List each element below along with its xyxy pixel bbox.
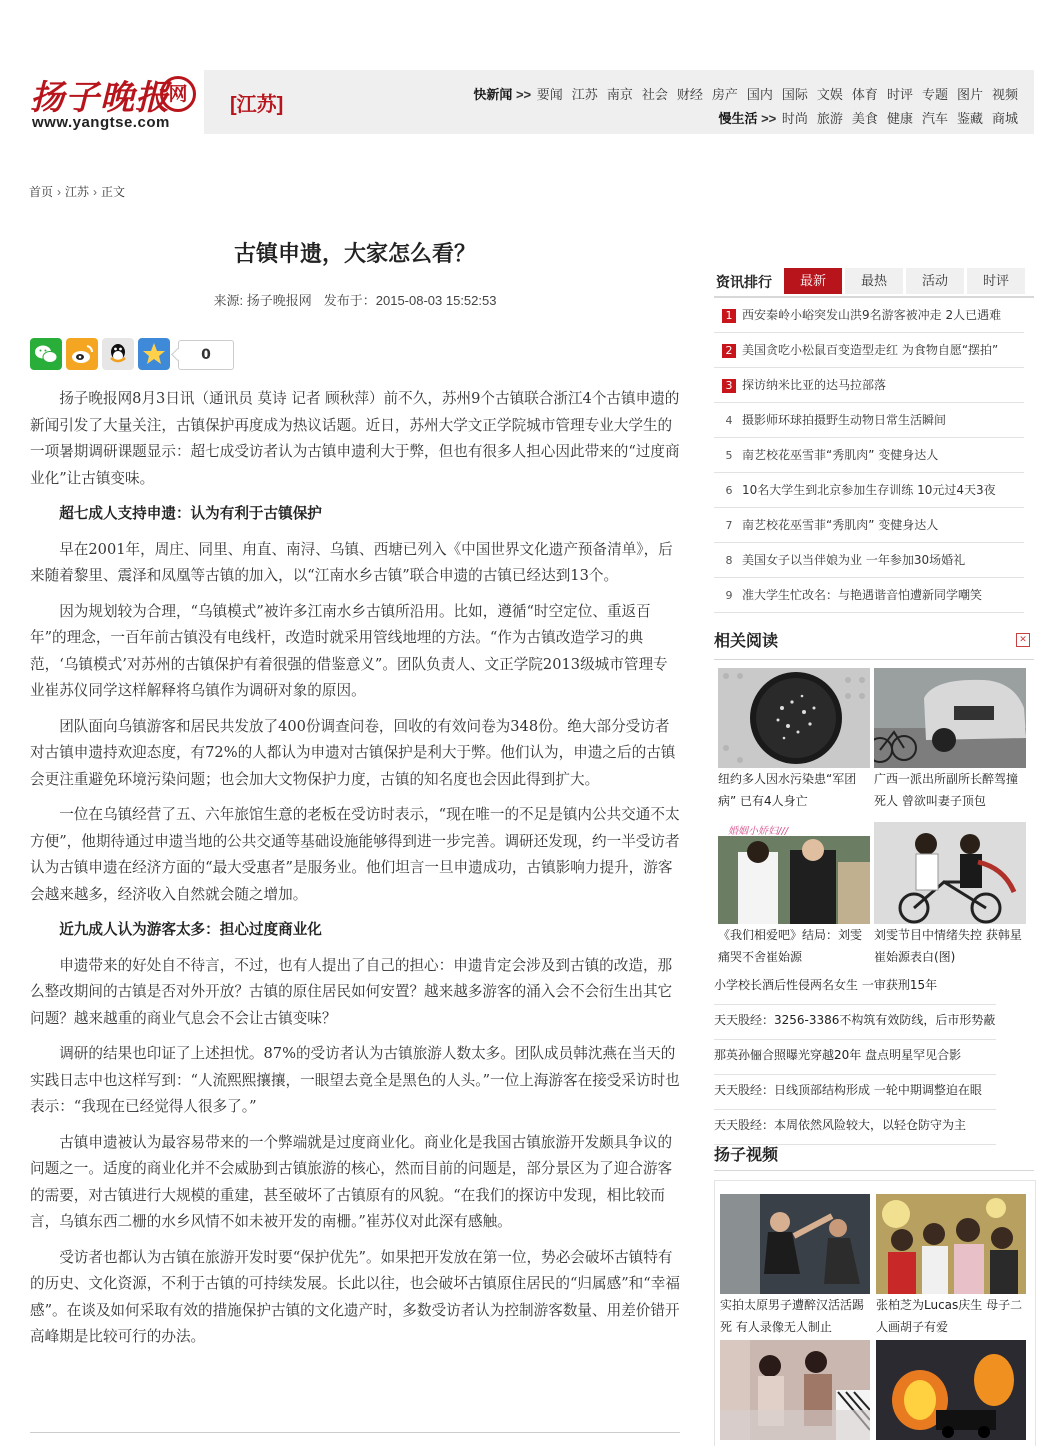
ranking-number: 5 — [725, 448, 733, 462]
ranking-number: 1 — [722, 309, 736, 323]
nav-item[interactable]: 房产 — [711, 87, 738, 102]
ranking-link[interactable]: 美国贪吃小松鼠百变造型走红 为食物自愿“摆拍” — [742, 343, 999, 357]
ranking-number: 2 — [722, 344, 736, 358]
breadcrumb-section[interactable]: 江苏 — [65, 185, 90, 199]
chevron-right-icon: › — [93, 185, 98, 199]
video-thumbnail[interactable] — [876, 1194, 1026, 1294]
site-header — [0, 68, 1044, 134]
ranking-number: 3 — [722, 379, 736, 393]
chevron-right-icon: › — [57, 185, 62, 199]
related-caption[interactable]: 纽约多人因水污染患“军团病” 已有4人身亡 — [718, 772, 857, 808]
top-nav — [204, 70, 1034, 134]
ranking-title: 资讯排行 — [716, 274, 772, 290]
ranking-link[interactable]: 美国女子以当伴娘为业 一年参加30场婚礼 — [742, 553, 966, 567]
ranking-item[interactable] — [714, 333, 1024, 368]
nav-item[interactable]: 要闻 — [536, 87, 563, 102]
nav-row-arrow: >> — [515, 87, 532, 102]
nav-item[interactable]: 南京 — [606, 87, 633, 102]
article-divider — [30, 1432, 680, 1433]
related-link[interactable]: 天天股经：3256-3386不构筑有效防线，后市形势蔽 — [714, 1005, 996, 1040]
related-link[interactable]: 天天股经：本周依然风险较大，以轻仓防守为主 — [714, 1110, 996, 1145]
article-paragraph: 调研的结果也印证了上述担忧。87%的受访者认为古镇旅游人数太多。团队成员韩沈燕在当天的实践日志中也这样写到：“人流熙熙攘攘，一眼望去竟全是黑色的人头。”一位上海游客在接受采访时也表示：“我现在已经觉得人很多了。” — [30, 1045, 680, 1115]
ranking-link[interactable]: 南艺校花巫雪菲“秀肌肉” 变健身达人 — [742, 518, 939, 532]
nav-item[interactable]: 社会 — [641, 87, 668, 102]
ranking-tabs — [784, 268, 1028, 294]
ranking-item[interactable] — [714, 473, 1024, 508]
article-paragraph: 早在2001年，周庄、同里、甪直、南浔、乌镇、西塘已列入《中国世界文化遗产预备清单》，后来随着黎里、震泽和凤凰等古镇的加入，以“江南水乡古镇”联合申遗的古镇已经达到13个。 — [30, 540, 673, 584]
related-caption[interactable]: 《我们相爱吧》结局：刘雯痛哭不舍崔始源 — [718, 928, 863, 964]
video-title: 扬子视频 — [714, 1145, 779, 1164]
related-link[interactable]: 那英孙俪合照曝光穿越20年 盘点明星罕见合影 — [714, 1040, 996, 1075]
related-divider — [714, 659, 1034, 660]
nav-item[interactable]: 美食 — [851, 111, 878, 126]
video-divider — [714, 1170, 1034, 1171]
article-published: 发布于：2015-08-03 15:52:53 — [323, 293, 497, 308]
ranking-link[interactable]: 10名大学生到北京参加生存训练 10元过4天3夜 — [742, 483, 996, 497]
article-source: 来源: 扬子晚报网 — [213, 293, 312, 308]
nav-item[interactable]: 鉴藏 — [956, 111, 983, 126]
region-label[interactable]: [江苏] — [230, 94, 284, 116]
more-icon[interactable]: ✕ — [1016, 633, 1030, 647]
ranking-link[interactable]: 准大学生忙改名：与艳遇谐音怕遭新同学嘲笑 — [742, 588, 983, 602]
video-caption[interactable]: 张柏芝为Lucas庆生 母子二人画胡子有爱 — [876, 1298, 1023, 1334]
article-paragraph: 申遗带来的好处自不待言，不过，也有人提出了自己的担心：申遗肯定会涉及到古镇的改造，那么整改期间的古镇是否对外开放？古镇的原住居民如何安置？越来越多游客的涌入会不会衍生出其它问题？越来越重的商业气息会不会让古镇变味？ — [30, 956, 673, 1027]
nav-item[interactable]: 商城 — [991, 111, 1018, 126]
nav-item[interactable]: 视频 — [991, 87, 1018, 102]
video-thumbnail[interactable] — [720, 1340, 870, 1440]
breadcrumb-current: 正文 — [101, 185, 126, 199]
related-link[interactable]: 天天股经：日线顶部结构形成 一轮中期调整迫在眼 — [714, 1075, 996, 1110]
related-photo[interactable] — [718, 668, 870, 768]
tab-latest[interactable]: 最新 — [784, 268, 842, 294]
weibo-share-icon[interactable] — [66, 338, 98, 370]
ranking-item[interactable] — [714, 543, 1024, 578]
article-meta — [30, 290, 680, 309]
logo-url: www.yangtse.com — [32, 114, 170, 131]
breadcrumb — [29, 183, 125, 200]
ranking-item[interactable] — [714, 298, 1024, 333]
wechat-share-icon[interactable] — [30, 338, 62, 370]
qzone-share-icon[interactable] — [138, 338, 170, 370]
nav-item[interactable]: 汽车 — [921, 111, 948, 126]
article-paragraph: 古镇申遗被认为最容易带来的一个弊端就是过度商业化。商业化是我国古镇旅游开发颇具争议的问题之一。适度的商业化并不会威胁到古镇旅游的核心，然而目前的问题是，部分景区为了迎合游客的需要，对古镇进行大规模的重建，甚至破坏了古镇原有的风貌。“在我们的探访中发现，相比较而言，乌镇东西二栅的水乡风情不如未被开发的南栅。”崔苏仪对此深有感触。 — [30, 1133, 673, 1230]
nav-item[interactable]: 国内 — [746, 87, 773, 102]
qq-share-icon[interactable] — [102, 338, 134, 370]
nav-item[interactable]: 文娱 — [816, 87, 843, 102]
article-subheading: 超七成人支持申遗：认为有利于古镇保护 — [59, 505, 322, 522]
nav-item[interactable]: 专题 — [921, 87, 948, 102]
logo-badge: 网 — [160, 76, 196, 112]
nav-row-life — [718, 108, 1018, 127]
nav-item[interactable]: 图片 — [956, 87, 983, 102]
tab-events[interactable]: 活动 — [906, 268, 964, 294]
nav-item[interactable]: 时尚 — [781, 111, 808, 126]
nav-item[interactable]: 时评 — [886, 87, 913, 102]
ranking-item[interactable] — [714, 578, 1024, 613]
ranking-number: 9 — [725, 588, 733, 602]
ranking-item[interactable] — [714, 403, 1024, 438]
photo-overlay-text: 婚姻小娇妇/// — [728, 826, 789, 837]
nav-item[interactable]: 江苏 — [571, 87, 598, 102]
ranking-list — [714, 298, 1024, 613]
article-paragraph: 团队面向乌镇游客和居民共发放了400份调查问卷，回收的有效问卷为348份。绝大部分受访者对古镇申遗持欢迎态度，有72%的人都认为申遗对古镇保护是利大于弊。他们认为，申遗之后的古镇会更注重避免环境污染问题；也会加大文物保护力度，古镇的知名度也会因此得到扩大。 — [30, 717, 676, 788]
nav-item[interactable]: 健康 — [886, 111, 913, 126]
video-thumbnail[interactable] — [876, 1340, 1026, 1440]
nav-row-key[interactable]: 快新闻 — [473, 87, 513, 102]
ranking-number: 7 — [725, 518, 733, 532]
ranking-number: 6 — [725, 483, 733, 497]
related-caption[interactable]: 广西一派出所副所长醉驾撞死人 曾欲叫妻子顶包 — [874, 772, 1019, 808]
article-paragraph: 一位在乌镇经营了五、六年旅馆生意的老板在受访时表示，“现在唯一的不足是镇内公共交通不太方便”，他期待通过申遗当地的公共交通等基础设施能够得到进一步完善。调研还发现，约一半受访者认为古镇申遗在经济方面的“最大受惠者”是服务业。他们坦言一旦申遗成功，古镇影响力提升，游客会越来越多，经济收入自然就会随之增加。 — [30, 806, 680, 903]
nav-item[interactable]: 旅游 — [816, 111, 843, 126]
share-count: 0 — [178, 340, 234, 370]
tab-commentary[interactable]: 时评 — [967, 268, 1025, 294]
related-photo[interactable] — [874, 822, 1026, 924]
nav-item[interactable]: 国际 — [781, 87, 808, 102]
related-list — [714, 970, 996, 1145]
nav-row-arrow: >> — [761, 111, 777, 126]
nav-row-news — [473, 84, 1018, 103]
tab-hottest[interactable]: 最热 — [845, 268, 903, 294]
related-photo[interactable] — [718, 822, 870, 924]
related-photo[interactable] — [874, 668, 1026, 768]
logo-text: 扬子晚报 — [30, 78, 170, 118]
article-subheading: 近九成人认为游客太多：担心过度商业化 — [59, 921, 322, 938]
related-caption[interactable]: 刘雯节目中情绪失控 获韩星崔始源表白(图) — [874, 928, 1022, 964]
ranking-number: 4 — [725, 413, 733, 427]
related-title: 相关阅读 — [714, 631, 779, 650]
ranking-link[interactable]: 摄影师环球拍摄野生动物日常生活瞬间 — [742, 413, 947, 427]
ranking-panel — [714, 268, 1034, 613]
nav-item[interactable]: 财经 — [676, 87, 703, 102]
ranking-link[interactable]: 南艺校花巫雪菲“秀肌肉” 变健身达人 — [742, 448, 939, 462]
ranking-item[interactable] — [714, 368, 1024, 403]
article-paragraph: 扬子晚报网8月3日讯（通讯员 莫诗 记者 顾秋萍）前不久，苏州9个古镇联合浙江4个古镇申遗的新闻引发了大量关注，古镇保护再度成为热议话题。近日，苏州大学文正学院城市管理专业大学生的一项暑期调研课题显示：超七成受访者认为古镇申遗利大于弊，但也有很多人担心因此带来的“过度商业化”让古镇变味。 — [30, 390, 680, 487]
video-caption[interactable]: 实拍太原男子遭醉汉活活踢死 有人录像无人制止 — [720, 1298, 865, 1334]
ranking-item[interactable] — [714, 438, 1024, 473]
article-paragraph: 因为规划较为合理，“乌镇模式”被许多江南水乡古镇所沿用。比如，遵循“时空定位、重返百年”的理念，一百年前古镇没有电线杆，改造时就采用管线地埋的方法。“作为古镇改造学习的典范，‘乌镇模式’对苏州的古镇保护有着很强的借鉴意义”。团队负责人、文正学院2013级城市管理专业崔苏仪同学这样解释将乌镇作为调研对象的原因。 — [30, 602, 668, 699]
ranking-link[interactable]: 探访纳米比亚的达马拉部落 — [742, 378, 887, 392]
video-thumbnail[interactable] — [720, 1194, 870, 1294]
article-body — [30, 386, 680, 1360]
related-link[interactable]: 小学校长酒后性侵两名女生 一审获刑15年 — [714, 970, 996, 1005]
nav-item[interactable]: 体育 — [851, 87, 878, 102]
nav-row-key[interactable]: 慢生活 — [718, 111, 758, 126]
article-paragraph: 受访者也都认为古镇在旅游开发时要“保护优先”。如果把开发放在第一位，势必会破坏古镇特有的历史、文化资源，不利于古镇的可持续发展。长此以往，也会破坏古镇原住居民的“归属感”和“幸福感”。在谈及如何采取有效的措施保护古镇的文化遗产时，多数受访者认为控制游客数量、用差价错开高峰期是比较可行的办法。 — [30, 1248, 680, 1345]
ranking-item[interactable] — [714, 508, 1024, 543]
ranking-number: 8 — [725, 553, 733, 567]
breadcrumb-home[interactable]: 首页 — [29, 185, 54, 199]
ranking-link[interactable]: 西安秦岭小峪突发山洪9名游客被冲走 2人已遇难 — [742, 308, 1002, 322]
site-logo[interactable] — [26, 70, 196, 132]
article-title: 古镇申遗，大家怎么看？ — [233, 241, 476, 267]
